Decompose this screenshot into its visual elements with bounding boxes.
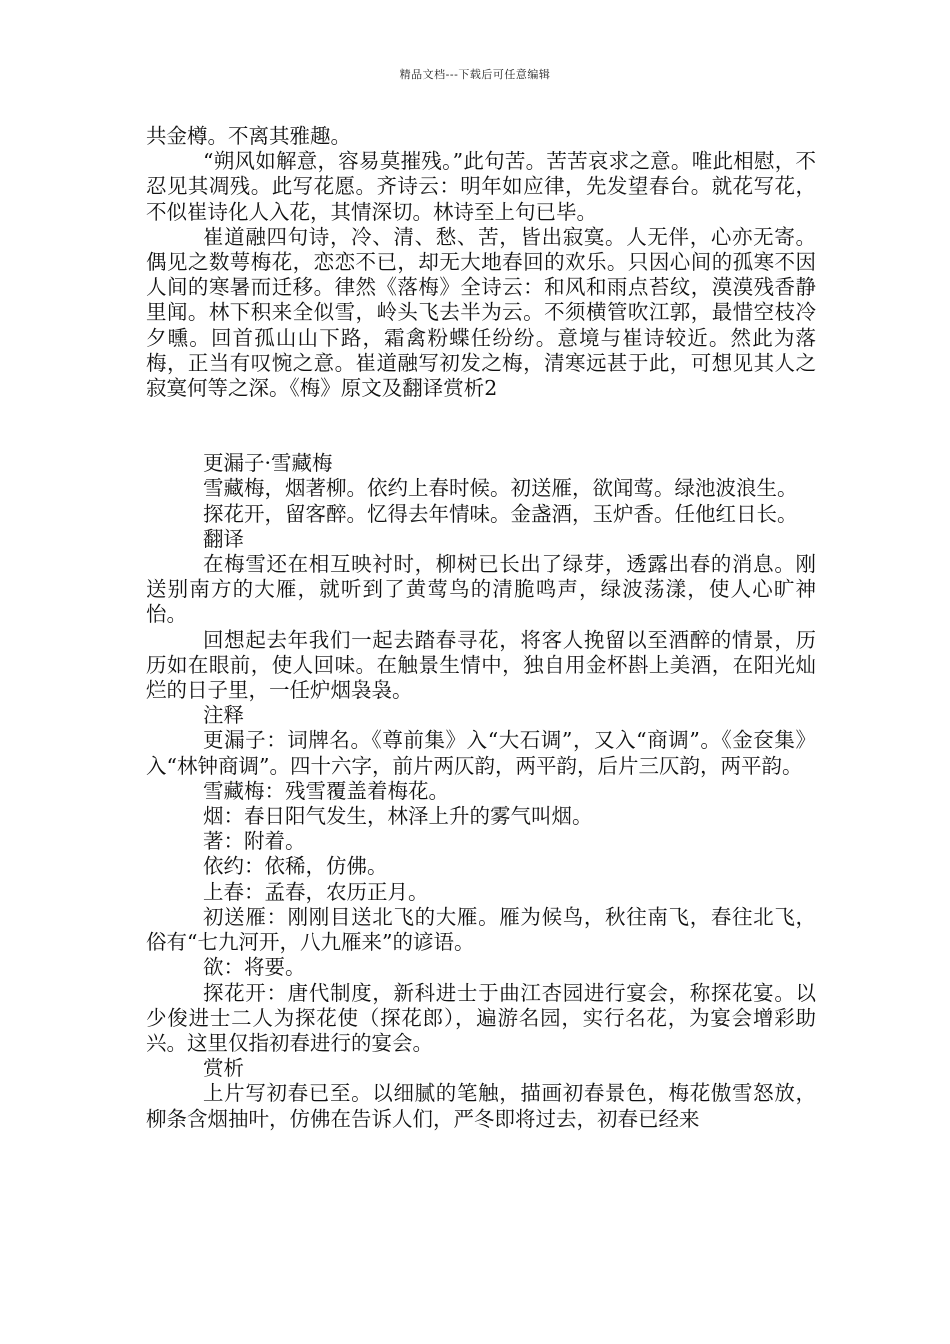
paragraph: 著：附着。 [203, 829, 306, 854]
paragraph: 探花开：唐代制度，新科进士于曲江杏园进行宴会，称探花宴。以少俊进士二人为探花使（探花郎），遍游名园，实行名花，为宴会增彩助兴。这里仅指初春进行的宴会。 [146, 980, 816, 1055]
paragraph: “朔风如解意，容易莫摧残。”此句苦。苦苦哀求之意。唯此相慰，不忍见其凋残。此写花愿。齐诗云：明年如应律，先发望春台。就花写花，不似崔诗化人入花，其情深切。林诗至上句已毕。 [146, 149, 816, 224]
paragraph: 崔道融四句诗，冷、清、愁、苦，皆出寂寞。人无伴，心亦无寄。偶见之数萼梅花，恋恋不已，却无大地春回的欢乐。只因心间的孤寒不因人间的寒暑而迁移。律然《落梅》全诗云：和风和雨点苔纹，漠漠残香静里闻。林下积来全似雪，岭头飞去半为云。不须横管吹江郭，最惜空枝冷夕曛。回首孤山山下路，霜禽粉蝶任纷纷。意境与崔诗较近。然此为落梅，正当有叹惋之意。崔道融写初发之梅，清寒远甚于此，可想见其人之寂寞何等之深。《梅》原文及翻译赏析2 [146, 224, 816, 401]
paragraph: 雪藏梅：残雪覆盖着梅花。 [203, 778, 449, 803]
section-gap [146, 401, 816, 451]
paragraph: 翻译 [203, 526, 244, 551]
paragraph: 依约：依稀，仿佛。 [203, 854, 388, 879]
paragraph: 初送雁：刚刚目送北飞的大雁。雁为候鸟，秋往南飞，春往北飞，俗有“七九河开，八九雁来”的谚语。 [146, 904, 816, 955]
page-header: 精品文档---下载后可任意编辑 [399, 68, 551, 81]
paragraph: 烟：春日阳气发生，林泽上升的雾气叫烟。 [203, 804, 593, 829]
paragraph: 上春：孟春，农历正月。 [203, 879, 429, 904]
paragraph: 在梅雪还在相互映衬时，柳树已长出了绿芽，透露出春的消息。刚送别南方的大雁，就听到了黄莺鸟的清脆鸣声，绿波荡漾，使人心旷神怡。 [146, 552, 816, 627]
document-body [146, 124, 816, 1132]
paragraph: 回想起去年我们一起去踏春寻花，将客人挽留以至酒醉的情景，历历如在眼前，使人回味。在触景生情中，独自用金杯斟上美酒，在阳光灿烂的日子里，一任炉烟袅袅。 [146, 627, 816, 703]
paragraph: 上片写初春已至。以细腻的笔触，描画初春景色，梅花傲雪怒放，柳条含烟抽叶，仿佛在告诉人们，严冬即将过去，初春已经来 [146, 1081, 816, 1131]
paragraph: 注释 [203, 703, 244, 728]
paragraph: 更漏子·雪藏梅 [203, 451, 333, 476]
paragraph: 雪藏梅，烟著柳。依约上春时候。初送雁，欲闻莺。绿池波浪生。 [203, 476, 798, 501]
paragraph: 赏析 [203, 1056, 244, 1081]
paragraph: 欲：将要。 [203, 955, 306, 980]
paragraph: 更漏子：词牌名。《尊前集》入“大石调”，又入“商调”。《金奁集》入“林钟商调”。四十六字，前片两仄韵，两平韵，后片三仄韵，两平韵。 [146, 728, 816, 778]
paragraph: 共金樽。不离其雅趣。 [146, 124, 351, 148]
paragraph: 探花开，留客醉。忆得去年情味。金盏酒，玉炉香。任他红日长。 [203, 501, 798, 526]
